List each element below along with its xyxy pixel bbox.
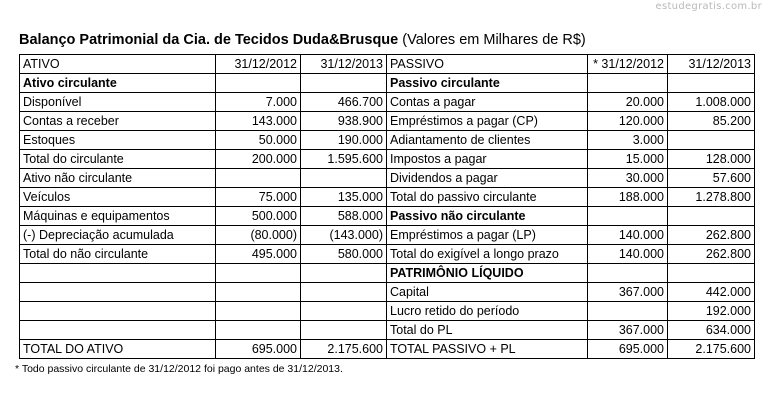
passivo-2013: 57.600 bbox=[668, 169, 755, 188]
passivo-2012: 30.000 bbox=[588, 169, 668, 188]
table-row bbox=[20, 245, 755, 264]
table-row bbox=[20, 207, 755, 226]
table-row bbox=[20, 112, 755, 131]
header-passivo-2013: 31/12/2013 bbox=[668, 55, 755, 74]
ativo-2013 bbox=[301, 302, 387, 321]
table-row bbox=[20, 131, 755, 150]
ativo-label: Ativo não circulante bbox=[20, 169, 216, 188]
ativo-2013: 588.000 bbox=[301, 207, 387, 226]
passivo-label: Impostos a pagar bbox=[387, 150, 588, 169]
ativo-2013 bbox=[301, 169, 387, 188]
table-row bbox=[20, 93, 755, 112]
passivo-label: Empréstimos a pagar (CP) bbox=[387, 112, 588, 131]
passivo-2012: 120.000 bbox=[588, 112, 668, 131]
passivo-2013 bbox=[668, 207, 755, 226]
passivo-2012: 367.000 bbox=[588, 283, 668, 302]
passivo-2012: 20.000 bbox=[588, 93, 668, 112]
passivo-2012: 188.000 bbox=[588, 188, 668, 207]
header-row bbox=[20, 55, 755, 74]
ativo-label: Disponível bbox=[20, 93, 216, 112]
passivo-2012: 140.000 bbox=[588, 245, 668, 264]
table-row bbox=[20, 169, 755, 188]
ativo-label bbox=[20, 302, 216, 321]
header-passivo-2012: * 31/12/2012 bbox=[588, 55, 668, 74]
passivo-label: Total do passivo circulante bbox=[387, 188, 588, 207]
table-row bbox=[20, 188, 755, 207]
ativo-2012 bbox=[216, 169, 301, 188]
table-row bbox=[20, 340, 755, 359]
table-row bbox=[20, 321, 755, 340]
passivo-label: Adiantamento de clientes bbox=[387, 131, 588, 150]
ativo-2013 bbox=[301, 283, 387, 302]
ativo-2012: 200.000 bbox=[216, 150, 301, 169]
passivo-2013: 192.000 bbox=[668, 302, 755, 321]
table-row bbox=[20, 264, 755, 283]
passivo-label: Contas a pagar bbox=[387, 93, 588, 112]
passivo-2013: 634.000 bbox=[668, 321, 755, 340]
passivo-2013: 2.175.600 bbox=[668, 340, 755, 359]
ativo-2013: 135.000 bbox=[301, 188, 387, 207]
ativo-2012: 695.000 bbox=[216, 340, 301, 359]
ativo-2012: 75.000 bbox=[216, 188, 301, 207]
header-ativo: ATIVO bbox=[20, 55, 216, 74]
header-ativo-2013: 31/12/2013 bbox=[301, 55, 387, 74]
ativo-2013: 1.595.600 bbox=[301, 150, 387, 169]
balance-sheet-table bbox=[19, 54, 755, 359]
table-row bbox=[20, 74, 755, 93]
passivo-2012 bbox=[588, 207, 668, 226]
ativo-label: Ativo circulante bbox=[20, 74, 216, 93]
passivo-2013: 262.800 bbox=[668, 245, 755, 264]
table-row bbox=[20, 283, 755, 302]
ativo-label: Total do circulante bbox=[20, 150, 216, 169]
passivo-2013 bbox=[668, 264, 755, 283]
passivo-2012: 367.000 bbox=[588, 321, 668, 340]
passivo-2013 bbox=[668, 74, 755, 93]
ativo-2013: 938.900 bbox=[301, 112, 387, 131]
ativo-label bbox=[20, 264, 216, 283]
ativo-2013 bbox=[301, 264, 387, 283]
ativo-label: Total do não circulante bbox=[20, 245, 216, 264]
ativo-2012: (80.000) bbox=[216, 226, 301, 245]
passivo-2012 bbox=[588, 302, 668, 321]
passivo-2012 bbox=[588, 264, 668, 283]
passivo-label: Total do PL bbox=[387, 321, 588, 340]
ativo-2013 bbox=[301, 321, 387, 340]
ativo-2012 bbox=[216, 302, 301, 321]
page-title bbox=[19, 32, 586, 48]
passivo-2013: 85.200 bbox=[668, 112, 755, 131]
ativo-2012: 495.000 bbox=[216, 245, 301, 264]
passivo-2012: 15.000 bbox=[588, 150, 668, 169]
passivo-label: Capital bbox=[387, 283, 588, 302]
passivo-2012: 695.000 bbox=[588, 340, 668, 359]
passivo-label: PATRIMÔNIO LÍQUIDO bbox=[387, 264, 588, 283]
passivo-2013: 262.800 bbox=[668, 226, 755, 245]
ativo-2012 bbox=[216, 264, 301, 283]
passivo-label: Empréstimos a pagar (LP) bbox=[387, 226, 588, 245]
passivo-label: Passivo não circulante bbox=[387, 207, 588, 226]
passivo-2013: 1.008.000 bbox=[668, 93, 755, 112]
passivo-label: Total do exigível a longo prazo bbox=[387, 245, 588, 264]
title-bold: Balanço Patrimonial da Cia. de Tecidos Duda&Brusque bbox=[19, 32, 399, 48]
header-passivo: PASSIVO bbox=[387, 55, 588, 74]
ativo-2012 bbox=[216, 74, 301, 93]
ativo-label: (-) Depreciação acumulada bbox=[20, 226, 216, 245]
table-row bbox=[20, 302, 755, 321]
passivo-2012: 140.000 bbox=[588, 226, 668, 245]
table-row bbox=[20, 226, 755, 245]
ativo-2012: 143.000 bbox=[216, 112, 301, 131]
ativo-2012: 7.000 bbox=[216, 93, 301, 112]
ativo-2012 bbox=[216, 321, 301, 340]
ativo-label: TOTAL DO ATIVO bbox=[20, 340, 216, 359]
ativo-label: Veículos bbox=[20, 188, 216, 207]
ativo-2012: 50.000 bbox=[216, 131, 301, 150]
ativo-label: Contas a receber bbox=[20, 112, 216, 131]
ativo-label: Estoques bbox=[20, 131, 216, 150]
ativo-label: Máquinas e equipamentos bbox=[20, 207, 216, 226]
passivo-2013: 128.000 bbox=[668, 150, 755, 169]
ativo-2013: 190.000 bbox=[301, 131, 387, 150]
header-ativo-2012: 31/12/2012 bbox=[216, 55, 301, 74]
title-units: (Valores em Milhares de R$) bbox=[402, 32, 586, 48]
ativo-2012: 500.000 bbox=[216, 207, 301, 226]
passivo-2012: 3.000 bbox=[588, 131, 668, 150]
passivo-2013: 442.000 bbox=[668, 283, 755, 302]
passivo-label: TOTAL PASSIVO + PL bbox=[387, 340, 588, 359]
passivo-label: Dividendos a pagar bbox=[387, 169, 588, 188]
ativo-label bbox=[20, 283, 216, 302]
passivo-2013 bbox=[668, 131, 755, 150]
ativo-2013: 466.700 bbox=[301, 93, 387, 112]
footnote: * Todo passivo circulante de 31/12/2012 foi pago antes de 31/12/2013. bbox=[15, 363, 343, 375]
site-watermark: estudegratis.com.br bbox=[655, 1, 762, 12]
passivo-label: Lucro retido do período bbox=[387, 302, 588, 321]
ativo-2013: (143.000) bbox=[301, 226, 387, 245]
passivo-2013: 1.278.800 bbox=[668, 188, 755, 207]
table-row bbox=[20, 150, 755, 169]
passivo-2012 bbox=[588, 74, 668, 93]
ativo-2013 bbox=[301, 74, 387, 93]
ativo-2013: 580.000 bbox=[301, 245, 387, 264]
ativo-2013: 2.175.600 bbox=[301, 340, 387, 359]
passivo-label: Passivo circulante bbox=[387, 74, 588, 93]
ativo-label bbox=[20, 321, 216, 340]
ativo-2012 bbox=[216, 283, 301, 302]
